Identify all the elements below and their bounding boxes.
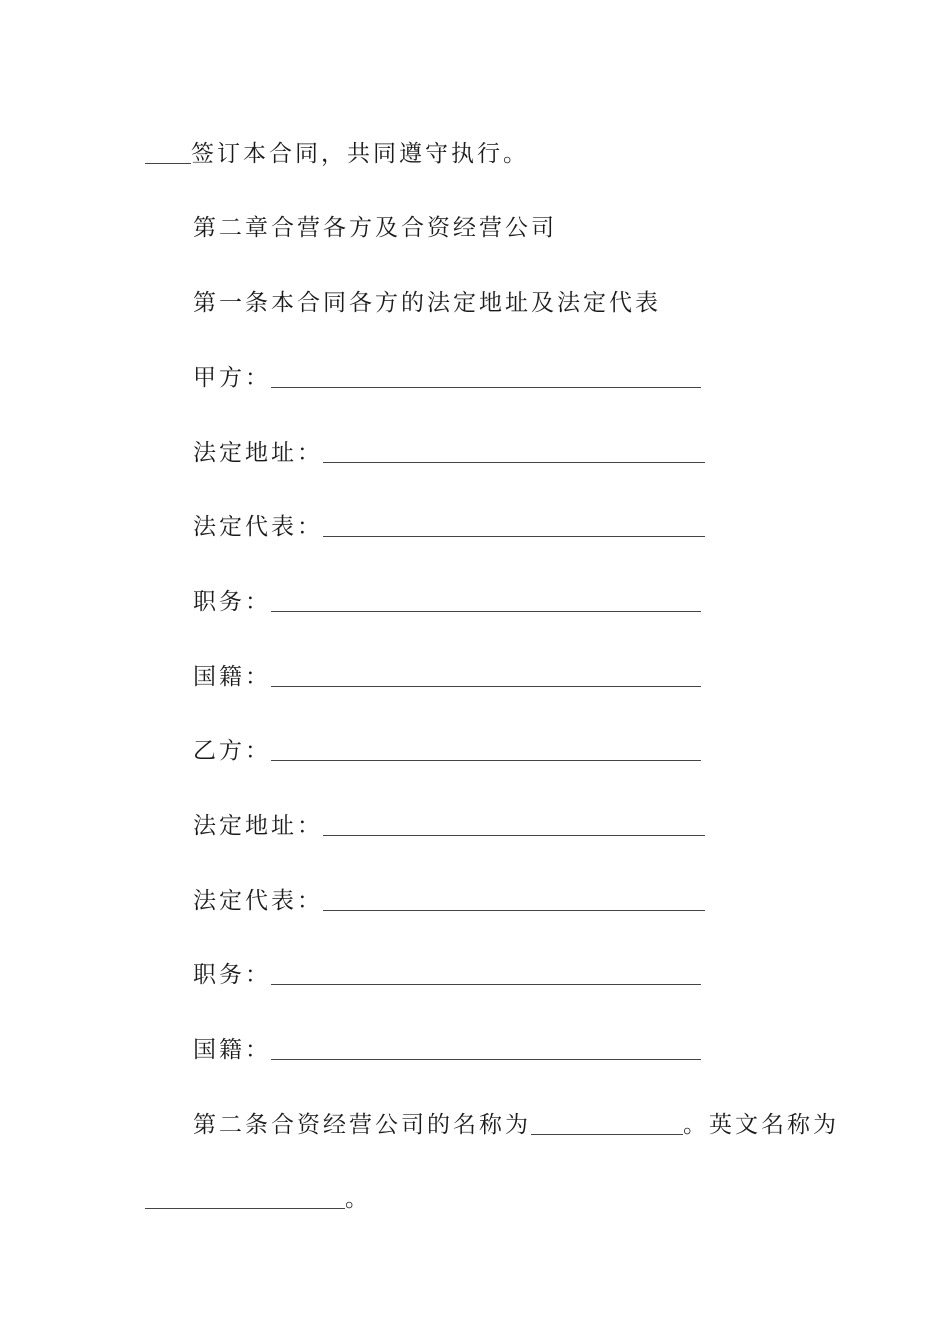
english-name-blank <box>145 1184 345 1209</box>
article-2-text-a: 第二条合资经营公司的名称为 <box>193 1112 531 1138</box>
contract-continuation-line <box>145 133 529 169</box>
contract-continuation-text: 签订本合同，共同遵守执行。 <box>191 141 529 167</box>
article-2-end: 。 <box>345 1186 371 1212</box>
party-a-nationality-row <box>193 656 701 692</box>
chapter-heading-text: 第二章合营各方及合资经营公司 <box>193 215 557 241</box>
party-b-representative-row <box>193 880 705 916</box>
party-a-representative-row <box>193 506 705 542</box>
party-a-address-row <box>193 432 705 468</box>
chapter-heading <box>193 207 557 243</box>
party-a-nationality-blank <box>271 662 701 687</box>
blank-line <box>145 139 191 164</box>
party-b-address-label: 法定地址： <box>193 813 323 839</box>
company-name-blank <box>531 1110 683 1135</box>
article-2-text-b: 。英文名称为 <box>683 1112 839 1138</box>
article-1-heading-text: 第一条本合同各方的法定地址及法定代表 <box>193 290 661 316</box>
party-b-nationality-label: 国籍： <box>193 1037 271 1063</box>
party-b-representative-label: 法定代表： <box>193 888 323 914</box>
party-b-row <box>193 730 701 766</box>
party-a-position-label: 职务： <box>193 589 271 615</box>
article-2-continuation <box>145 1178 371 1214</box>
party-b-label: 乙方： <box>193 738 271 764</box>
party-b-address-blank <box>323 811 705 836</box>
party-a-position-blank <box>271 587 701 612</box>
party-b-position-blank <box>271 960 701 985</box>
party-b-position-row <box>193 954 701 990</box>
party-b-nationality-row <box>193 1029 701 1065</box>
party-a-position-row <box>193 581 701 617</box>
party-b-representative-blank <box>323 886 705 911</box>
party-b-blank <box>271 736 701 761</box>
party-a-address-label: 法定地址： <box>193 440 323 466</box>
article-1-heading <box>193 282 661 318</box>
party-a-label: 甲方： <box>193 365 271 391</box>
party-a-representative-label: 法定代表： <box>193 514 323 540</box>
party-b-position-label: 职务： <box>193 962 271 988</box>
party-a-row <box>193 357 701 393</box>
party-b-address-row <box>193 805 705 841</box>
party-a-nationality-label: 国籍： <box>193 664 271 690</box>
party-a-blank <box>271 363 701 388</box>
party-a-representative-blank <box>323 512 705 537</box>
party-a-address-blank <box>323 438 705 463</box>
article-2-line <box>193 1104 839 1140</box>
party-b-nationality-blank <box>271 1035 701 1060</box>
